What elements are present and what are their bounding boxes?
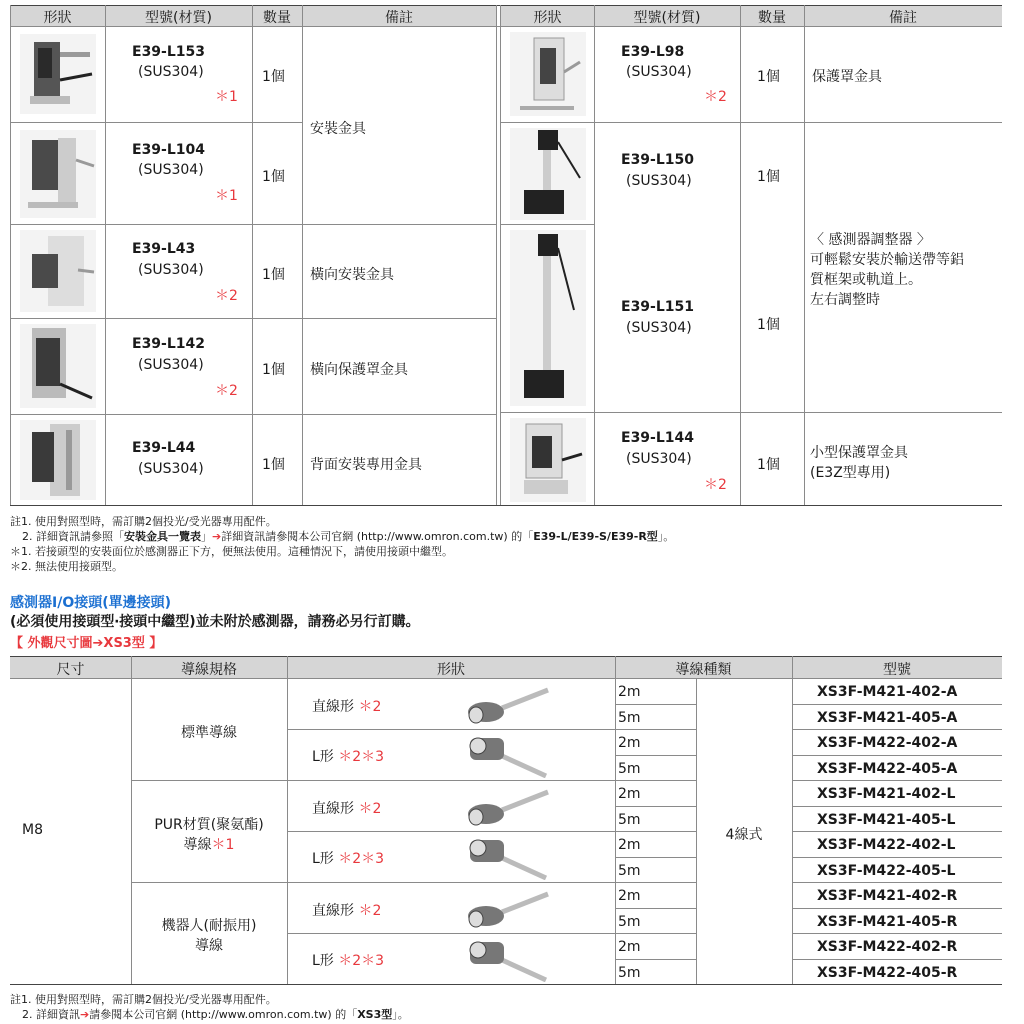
header-model: 型號(材質)	[145, 10, 212, 26]
l-connector-image	[462, 834, 552, 880]
model-code: XS3F-M422-402-L	[817, 837, 956, 853]
arrow-right-icon: ➔	[80, 1008, 90, 1021]
model-e39-l151: E39-L151	[621, 299, 695, 315]
qty-e39-l98: 1個	[757, 69, 780, 85]
model-code: XS3F-M421-405-R	[817, 914, 958, 930]
note-1: 註1. 使用對照型時，需訂購2個投光/受光器專用配件。	[10, 993, 277, 1006]
adjuster-e39-l150-image	[510, 128, 586, 220]
header-note: 備註	[385, 10, 413, 26]
model-code: XS3F-M422-402-A	[817, 735, 958, 751]
wire-type-4wire: 4線式	[725, 827, 763, 843]
note-text: 2. 詳細資訊請參照「	[22, 530, 124, 543]
model-code: XS3F-M422-405-L	[817, 863, 956, 879]
wire-spec-pur-line2: 導線＊1	[183, 837, 235, 853]
wire-length: 5m	[618, 965, 641, 981]
model-code: XS3F-M422-405-R	[817, 965, 958, 981]
wire-length: 2m	[618, 939, 641, 955]
wire-spec-pur: PUR材質(聚氨酯)	[154, 817, 264, 833]
wire-length: 5m	[618, 812, 641, 828]
note-e39-l98: 保護罩金具	[812, 69, 882, 85]
header-wire-type: 導線種類	[675, 662, 732, 678]
note-text: 」。	[657, 530, 675, 543]
material-e39-l153: (SUS304)	[138, 64, 204, 80]
model-code: XS3F-M421-402-L	[817, 786, 956, 802]
wire-length: 5m	[618, 761, 641, 777]
l-connector-image	[462, 732, 552, 778]
header-wire-spec: 導線規格	[181, 662, 237, 678]
note-line: 〈 感測器調整器 〉	[810, 232, 931, 248]
note-text: 詳細資訊請參閱本公司官網 (http://www.omron.com.tw) 的「	[221, 530, 534, 543]
footnote-mark: ＊1	[215, 188, 238, 204]
wire-length: 5m	[618, 863, 641, 879]
bracket-e39-l43-image	[20, 230, 96, 312]
wire-spec-robot: 機器人(耐振用)	[161, 918, 257, 934]
header-size: 尺寸	[56, 662, 85, 678]
shape-straight: 直線形 ＊2	[312, 699, 382, 715]
shape-straight: 直線形 ＊2	[312, 801, 382, 817]
note-text: 2. 詳細資訊	[22, 1008, 80, 1021]
shape-l: L形 ＊2＊3	[312, 851, 385, 867]
header-qty-right: 數量	[758, 10, 786, 26]
l-connector-image	[462, 936, 552, 982]
note-line: 左右調整時	[810, 292, 880, 308]
link-mounting-list[interactable]: 安裝金具一覽表	[124, 530, 201, 543]
note-text: 請參閱本公司官網 (http://www.omron.com.tw) 的「	[89, 1008, 358, 1021]
note-line: 可輕鬆安裝於輸送帶等鋁	[810, 252, 964, 268]
model-code: XS3F-M421-402-R	[817, 888, 958, 904]
note-3: ＊1. 若接頭型的安裝面位於感測器正下方，便無法使用。這種情況下，請使用接頭中繼型。	[10, 545, 453, 558]
wire-spec-standard: 標準導線	[181, 725, 237, 741]
wire-length: 2m	[618, 735, 641, 751]
note-e39-l144-line2: (E3Z型專用)	[810, 465, 891, 481]
header-shape-right: 形狀	[533, 10, 562, 26]
straight-connector-image	[462, 682, 552, 726]
link-e39-series[interactable]: E39-L/E39-S/E39-R型	[533, 530, 658, 543]
material-e39-l104: (SUS304)	[138, 162, 204, 178]
merged-note-adjuster	[810, 230, 964, 310]
model-e39-l98: E39-L98	[621, 44, 685, 60]
header-shape: 形狀	[43, 10, 72, 26]
adjuster-e39-l151-image	[510, 230, 586, 406]
section-subtitle: (必須使用接頭型‧接頭中繼型)並未附於感測器，請務必另行訂購。	[10, 614, 420, 630]
header-model-right: 型號(材質)	[633, 10, 701, 26]
note-text: 」	[201, 530, 212, 543]
wire-length: 2m	[618, 888, 641, 904]
material-e39-l98: (SUS304)	[626, 64, 692, 80]
note-line: 質框架或軌道上。	[810, 272, 922, 288]
link-dimensions-xs3[interactable]: 【 外觀尺寸圖➔XS3型 】	[10, 636, 163, 651]
wire-length: 2m	[618, 684, 641, 700]
section-title: 感測器I/O接頭(單邊接頭)	[10, 595, 172, 611]
header-shape: 形狀	[437, 662, 465, 678]
note-e39-l44: 背面安裝專用金具	[310, 457, 422, 473]
header-note-right: 備註	[889, 10, 917, 26]
arrow-right-icon: ➔	[212, 530, 222, 543]
bracket-e39-l104-image	[20, 130, 96, 218]
note-1: 註1. 使用對照型時，需訂購2個投光/受光器專用配件。	[10, 515, 277, 528]
footnote-mark: ＊1	[215, 89, 238, 105]
material-e39-l44: (SUS304)	[138, 461, 204, 477]
bracket-e39-l98-image	[510, 32, 586, 116]
model-code: XS3F-M422-405-A	[817, 761, 958, 777]
note-e39-l142: 橫向保護罩金具	[310, 362, 408, 378]
qty-e39-l144: 1個	[757, 457, 780, 473]
wire-length: 2m	[618, 786, 641, 802]
footnote-mark: ＊2	[704, 477, 727, 493]
model-code: XS3F-M421-405-A	[817, 710, 958, 726]
model-code: XS3F-M421-402-A	[817, 684, 958, 700]
model-e39-l144: E39-L144	[621, 430, 695, 446]
model-code: XS3F-M422-402-R	[817, 939, 958, 955]
qty-e39-l151: 1個	[757, 317, 780, 333]
wire-length: 5m	[618, 914, 641, 930]
straight-connector-image	[462, 886, 552, 930]
model-e39-l142: E39-L142	[132, 336, 206, 352]
material-e39-l151: (SUS304)	[626, 320, 692, 336]
footnote-mark: ＊2	[704, 89, 727, 105]
note-text: 」。	[392, 1008, 409, 1021]
model-e39-l44: E39-L44	[132, 440, 196, 456]
material-e39-l43: (SUS304)	[138, 262, 204, 278]
merged-note-mounting: 安裝金具	[310, 121, 366, 137]
wire-spec-robot-line2: 導線	[195, 938, 223, 954]
model-e39-l43: E39-L43	[132, 241, 196, 257]
straight-connector-image	[462, 784, 552, 828]
note-4: ＊2. 無法使用接頭型。	[10, 560, 123, 573]
shape-straight: 直線形 ＊2	[312, 903, 382, 919]
footnote-mark: ＊2	[215, 288, 238, 304]
link-xs3[interactable]: XS3型	[357, 1008, 393, 1021]
model-e39-l153: E39-L153	[132, 44, 206, 60]
note-2	[22, 528, 674, 544]
bracket-e39-l142-image	[20, 324, 96, 408]
qty-e39-l44: 1個	[262, 457, 285, 473]
qty-e39-l153: 1個	[262, 69, 285, 85]
shape-l: L形 ＊2＊3	[312, 749, 385, 765]
header-qty: 數量	[263, 10, 291, 26]
shape-l: L形 ＊2＊3	[312, 953, 385, 969]
qty-e39-l142: 1個	[262, 362, 285, 378]
model-e39-l150: E39-L150	[621, 152, 695, 168]
note-e39-l144-line1: 小型保護罩金具	[810, 445, 908, 461]
header-model: 型號	[883, 662, 911, 678]
model-code: XS3F-M421-405-L	[817, 812, 956, 828]
qty-e39-l150: 1個	[757, 169, 780, 185]
footnote-mark: ＊2	[215, 383, 238, 399]
wire-length: 2m	[618, 837, 641, 853]
wire-length: 5m	[618, 710, 641, 726]
material-e39-l144: (SUS304)	[626, 451, 692, 467]
bracket-e39-l44-image	[20, 420, 96, 500]
qty-e39-l43: 1個	[262, 267, 285, 283]
bracket-e39-l153-image	[20, 34, 96, 114]
note-2	[22, 1006, 409, 1022]
bracket-e39-l144-image	[510, 418, 586, 502]
material-e39-l150: (SUS304)	[626, 173, 692, 189]
model-e39-l104: E39-L104	[132, 142, 206, 158]
note-e39-l43: 橫向安裝金具	[310, 267, 394, 283]
qty-e39-l104: 1個	[262, 169, 285, 185]
material-e39-l142: (SUS304)	[138, 357, 204, 373]
size-m8: M8	[22, 822, 43, 838]
